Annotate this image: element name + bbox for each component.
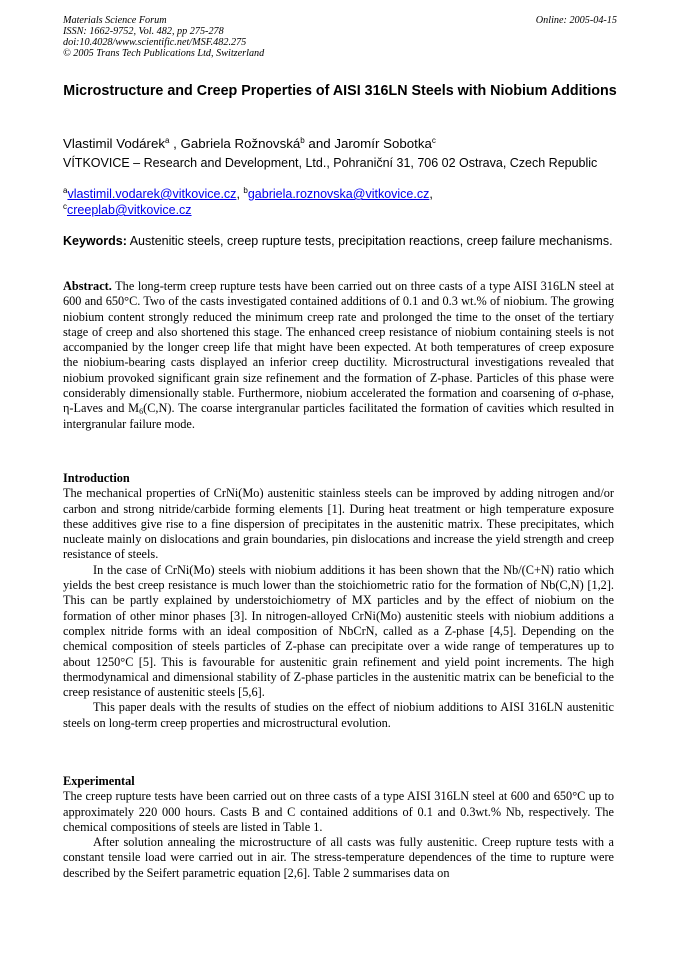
paragraph: After solution annealing the microstructure of all casts was fully austenitic. Creep rupture tests with a constant tensile load were carried out in air. The stress-temperature dependences of the time to rupture were described by the Seifert parametric equation [2,6]. Table 2 summarises data on (63, 835, 614, 880)
experimental-section (63, 774, 614, 881)
author-sup: b (300, 136, 305, 145)
email-link[interactable]: creeplab@vitkovice.cz (67, 203, 192, 217)
doi-line: doi:10.4028/www.scientific.net/MSF.482.275 (63, 37, 247, 48)
keywords-label: Keywords: (63, 234, 127, 248)
introduction-section (63, 471, 614, 731)
author-sup: a (165, 136, 170, 145)
email-link[interactable]: vlastimil.vodarek@vitkovice.cz (67, 187, 237, 201)
section-heading: Introduction (63, 471, 130, 485)
email-sup: b (243, 186, 248, 195)
paragraph: This paper deals with the results of studies on the effect of niobium additions to AISI 316LN austenitic steels on long-term creep properties and microstructural evolution. (63, 700, 614, 730)
email-sup: a (63, 186, 68, 195)
email-sup: c (63, 202, 67, 211)
author-separator: and (304, 136, 335, 151)
issn-line: ISSN: 1662-9752, Vol. 482, pp 275-278 (63, 26, 224, 37)
abstract-text: The long-term creep rupture tests have been carried out on three casts of a type AISI 316LN steel at 600 and 650°C. Two of the casts investigated contained additions of 0.1 and 0.3 wt.% of niobium. The growing niobium content strongly reduced the minimum creep rate and prolonged the time to the onset of the tertiary stage of creep and also shortened this stage. The enhanced creep resistance of niobium containing steels is not accompanied by the longer creep life that might have been expected. At both temperatures of creep exposure the niobium-bearing casts displayed an inferior creep ductility. Microstructural investigations revealed that niobium provoked significant grain size refinement and the formation of Z-phase. Particles of this phase were considerably dimensionally stable. Furthermore, niobium accelerated the formation and coarsening of σ-phase, η-Laves and M (63, 279, 614, 416)
author-separator: , (169, 136, 181, 151)
keywords-text: Austenitic steels, creep rupture tests, precipitation reactions, creep failure mechanisms. (126, 234, 613, 248)
author-sup: c (431, 136, 436, 145)
paragraph: In the case of CrNi(Mo) steels with niobium additions it has been shown that the Nb/(C+N) ratio which yields the best creep resistance is much lower than the stoichiometric ratio for the formation of Nb(C,N) [1,2]. This can be partly explained by understoichiometry of MX particles and by the effect of niobium on the formation of other minor phases [3]. In nitrogen-alloyed CrNi(Mo) austenitic steels with niobium additions a complex nitride forms with an ideal composition of NbCrN, called as a Z-phase [4,5]. Depending on the chemical composition of steels particles of Z-phase can precipitate over a wide range of temperatures up to about 1250°C [5]. This is favourable for austenitic grain refinement and yield point increments. The high thermodynamical and dimensional stability of Z-phase particles in the austenitic matrix can be beneficial to the creep resistance of austenitic steels [5,6]. (63, 562, 614, 700)
paper-title: Microstructure and Creep Properties of AISI 316LN Steels with Niobium Additions (63, 83, 617, 99)
abstract-subscript: 6 (139, 407, 144, 417)
author-list (63, 136, 617, 152)
section-heading: Experimental (63, 774, 135, 788)
abstract-label: Abstract. (63, 279, 112, 293)
affiliation: VÍTKOVICE – Research and Development, Ltd., Pohraniční 31, 706 02 Ostrava, Czech Republic (63, 156, 598, 170)
paragraph: The mechanical properties of CrNi(Mo) austenitic stainless steels can be improved by adding nitrogen and/or carbon and strong nitride/carbide forming elements [1]. During heat treatment or high temperature exposure these additives give rise to a fine dispersion of precipitates in the austenitic matrix. These precipitates, which nucleate mainly on dislocations and grain boundaries, pin dislocations and increase the yield strength and creep resistance of steels. (63, 486, 614, 562)
email-list: $^a$vlastimil.vodarek@vitkovice.cz, $^b$gabriela.roznovska@vitkovice.cz, $^c$creeplab@vitkovice.cz (63, 186, 433, 217)
author-name: Jaromír Sobotka (334, 136, 432, 151)
email-link[interactable]: gabriela.roznovska@vitkovice.cz (247, 187, 430, 201)
author-name: Vlastimil Vodárek (63, 136, 165, 151)
copyright-line: © 2005 Trans Tech Publications Ltd, Switzerland (63, 48, 265, 59)
author-name: Gabriela Rožnovská (180, 136, 301, 151)
abstract-text-end: (C,N). The coarse intergranular particles facilitated the formation of cavities which resulted in intergranular failure mode. (63, 401, 614, 431)
online-date: Online: 2005-04-15 (535, 15, 617, 26)
paragraph: The creep rupture tests have been carried out on three casts of a type AISI 316LN steel at 600 and 650°C up to approximately 220 000 hours. Casts B and C contained additions of 0.1 and 0.3wt.% Nb, respectively. The chemical compositions of steels are listed in Table 1. (63, 789, 614, 834)
abstract (63, 279, 614, 432)
keywords (63, 234, 613, 249)
journal-header (63, 15, 617, 59)
journal-name: Materials Science Forum (63, 15, 167, 26)
